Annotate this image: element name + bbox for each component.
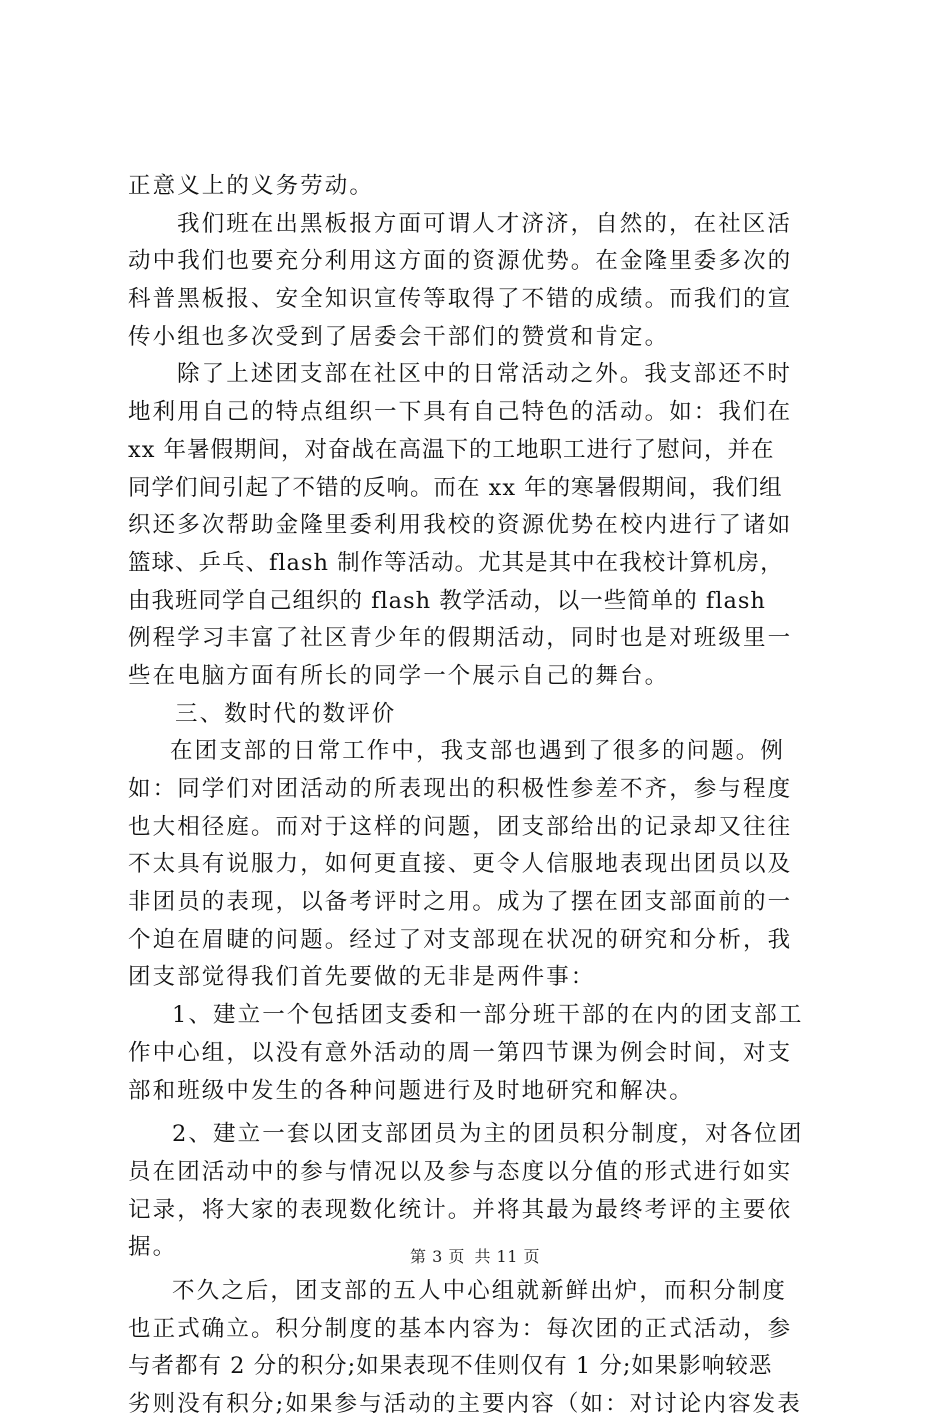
document-body xyxy=(128,168,840,1424)
paragraph-start-line: 不久之后，团支部的五人中心组就新鲜出炉，而积分制度 xyxy=(172,1277,788,1304)
text-line: 织还多次帮助金隆里委利用我校的资源优势在校内进行了诸如 xyxy=(128,512,793,539)
text-line: 正意义上的义务劳动。 xyxy=(128,173,375,199)
text-line: 传小组也多次受到了居委会干部们的赞赏和肯定。 xyxy=(128,323,670,350)
text-line: 个迫在眉睫的问题。经过了对支部现在状况的研究和分析，我 xyxy=(128,926,793,953)
text-line: 不太具有说服力，如何更直接、更令人信服地表现出团员以及 xyxy=(128,851,793,878)
text-line: 例程学习丰富了社区青少年的假期活动，同时也是对班级里一 xyxy=(128,625,793,652)
text-line: 与者都有 2 分的积分;如果表现不佳则仅有 1 分;如果影响较恶 xyxy=(128,1353,773,1380)
paragraph-start-line: 除了上述团支部在社区中的日常活动之外。我支部还不时 xyxy=(177,361,793,388)
page-footer xyxy=(0,1244,950,1267)
text-line: 作中心组，以没有意外活动的周一第四节课为例会时间，对支 xyxy=(128,1039,793,1066)
text-line: 地利用自己的特点组织一下具有自己特色的活动。如：我们在 xyxy=(128,399,793,426)
text-line: 记录，将大家的表现数化统计。并将其最为最终考评的主要依 xyxy=(128,1196,793,1223)
text-line: 篮球、乒乓、flash 制作等活动。尤其是其中在我校计算机房， xyxy=(128,549,784,576)
paragraph-start-line: 在团支部的日常工作中，我支部也遇到了很多的问题。例 xyxy=(170,738,786,765)
text-line: 科普黑板报、安全知识宣传等取得了不错的成绩。而我们的宣 xyxy=(128,286,793,313)
text-line: 员在团活动中的参与情况以及参与态度以分值的形式进行如实 xyxy=(128,1158,793,1185)
text-line: 也大相径庭。而对于这样的问题，团支部给出的记录却又往往 xyxy=(128,813,793,840)
text-line: 动中我们也要充分利用这方面的资源优势。在金隆里委多次的 xyxy=(128,248,793,275)
text-line: 据。 xyxy=(128,1234,178,1261)
paragraph-start-line: 我们班在出黑板报方面可谓人才济济，自然的，在社区活 xyxy=(177,210,793,237)
list-item-start: 2、建立一套以团支部团员为主的团员积分制度，对各位团 xyxy=(172,1121,804,1148)
text-line: 也正式确立。积分制度的基本内容为：每次团的正式活动，参 xyxy=(128,1315,793,1342)
page-total: 共 11 页 xyxy=(474,1247,540,1266)
section-heading: 三、数时代的数评价 xyxy=(175,700,397,727)
text-line: 劣则没有积分;如果参与活动的主要内容（如：对讨论内容发表 xyxy=(128,1391,802,1417)
list-item-start: 1、建立一个包括团支委和一部分班干部的在内的团支部工 xyxy=(172,1002,804,1029)
text-line: 部和班级中发生的各种问题进行及时地研究和解决。 xyxy=(128,1077,694,1104)
text-line: 团支部觉得我们首先要做的无非是两件事： xyxy=(128,964,596,991)
page-number: 第 3 页 xyxy=(410,1247,465,1266)
text-line: 同学们间引起了不错的反响。而在 xx 年的寒暑假期间，我们组 xyxy=(128,474,783,501)
text-line: 如：同学们对团活动的所表现出的积极性参差不齐，参与程度 xyxy=(128,776,793,802)
text-line: 非团员的表现，以备考评时之用。成为了摆在团支部面前的一 xyxy=(128,889,793,916)
text-line: 由我班同学自己组织的 flash 教学活动，以一些简单的 flash xyxy=(128,587,766,614)
text-line: 些在电脑方面有所长的同学一个展示自己的舞台。 xyxy=(128,662,670,689)
text-line: xx 年暑假期间，对奋战在高温下的工地职工进行了慰问，并在 xyxy=(128,436,775,463)
